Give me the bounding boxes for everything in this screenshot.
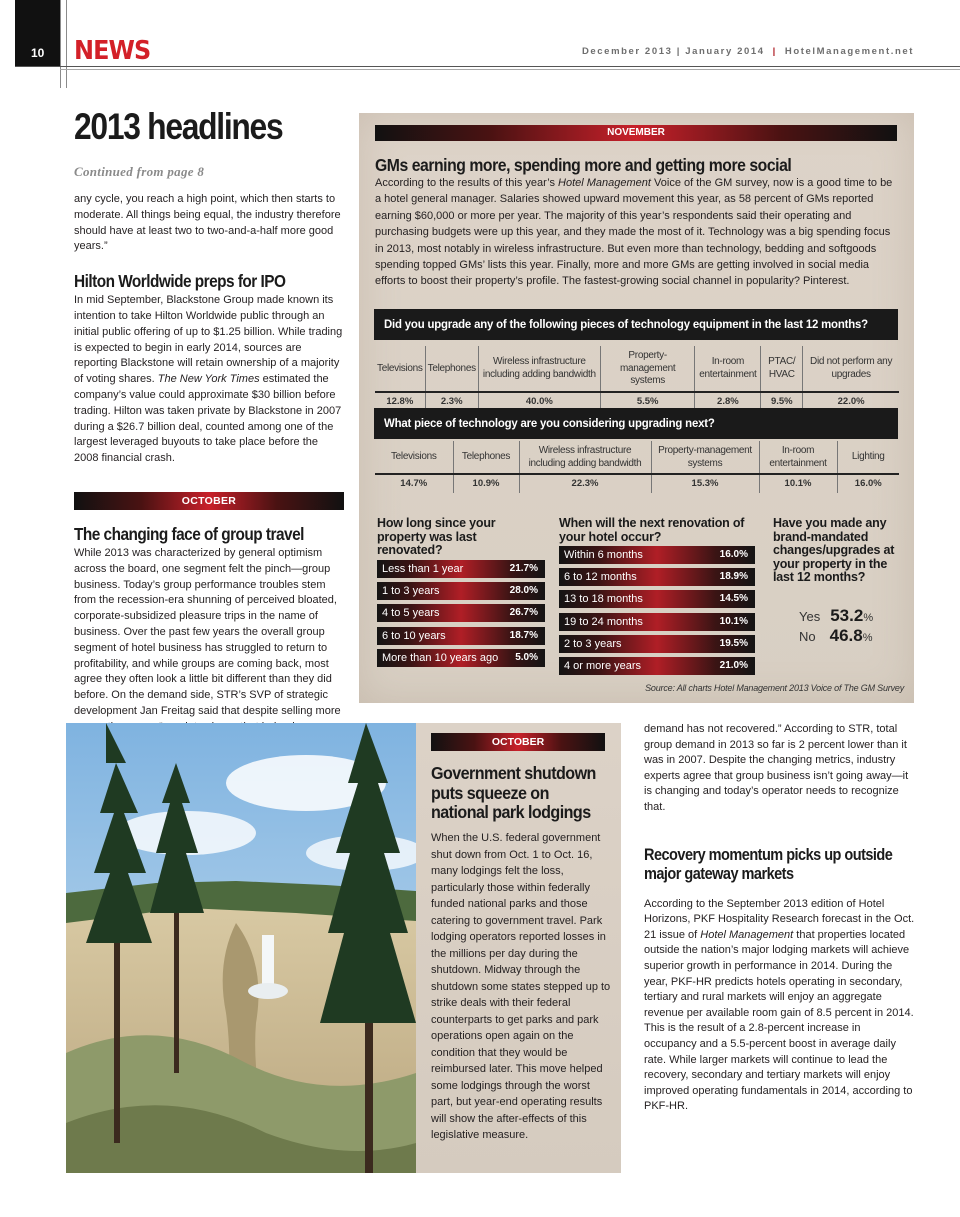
group-travel-continuation: demand has not recovered.” According to STR, total group demand in 2013 so far is 2 percent lower than it was in 2007. Despite the changing metrics, industry experts agree that group business isn’t going away—it is changing and today’s operator needs to recognize that. bbox=[644, 723, 909, 813]
bar-value: 28.0% bbox=[509, 585, 538, 597]
brand-mandated-question: Have you made any brand-mandated changes/upgrades at your property in the last 12 months? bbox=[773, 516, 895, 584]
table-header: Did not perform any upgrades bbox=[803, 346, 899, 392]
table-header: Wireless infrastructure including adding bandwidth bbox=[519, 441, 651, 474]
bar-row bbox=[559, 590, 755, 608]
table-cell: 14.7% bbox=[375, 474, 453, 493]
header-divider bbox=[66, 0, 67, 88]
yes-value: 53.2 bbox=[830, 606, 864, 625]
bar-row bbox=[559, 613, 755, 631]
recovery-body-part: that properties located outside the nation’s major lodging markets will achieve superior growth in performance in 2014. During the year, PKF-HR predicts hotels operating in secondary, tertiary and rural markets will enjoy an aggregate revenue per available room gain of 8.5 percent in 2014. This is the result of a 2.8-percent increase in occupancy and a 5.5-percent boost in average daily rate. While larger markets will continue to lead the recovery, secondary and tertiary markets will enjoy improved operating fundamentals in 2014, according to PKF-HR. bbox=[644, 928, 914, 1113]
table-cell: 2.3% bbox=[425, 392, 478, 411]
shutdown-panel bbox=[416, 723, 621, 1173]
left-column bbox=[74, 106, 344, 736]
upgrade-table bbox=[375, 346, 899, 411]
bar-row bbox=[377, 649, 545, 667]
header-rule bbox=[60, 69, 960, 70]
november-heading: GMs earning more, spending more and getting more social bbox=[375, 155, 792, 175]
percent-sign: % bbox=[863, 612, 874, 624]
recovery-heading: Recovery momentum picks up outside major gateway markets bbox=[644, 845, 893, 884]
page-number: 10 bbox=[15, 0, 60, 66]
bar-label: 6 to 12 months bbox=[564, 571, 637, 584]
hilton-body-part: In mid September, Blackstone Group made known its intention to take Hilton Worldwide public through an initial public offering of up to $1.25 billion. While trading is expected to begin in early 2014, sources are reporting Blackstone will retain ownership of a majority of voting shares. bbox=[74, 294, 343, 386]
percent-sign: % bbox=[862, 632, 873, 644]
table-header: PTAC/ HVAC bbox=[761, 346, 803, 392]
table-header: In-room entertainment bbox=[695, 346, 761, 392]
hilton-body-part: estimated the company’s value could approximate $30 billion before trading. Hilton was taken private by Blackstone in 2007 during a $26.7 billion deal, counted among one of the largest leveraged buyouts to take place before the 2008 financial crash. bbox=[74, 373, 342, 465]
yellowstone-photo bbox=[66, 723, 416, 1173]
section-label: NEWS bbox=[74, 36, 151, 66]
no-result bbox=[799, 626, 873, 646]
right-column bbox=[644, 722, 916, 1115]
bar-value: 18.7% bbox=[509, 629, 538, 641]
table-header: Televisions bbox=[377, 362, 423, 374]
question-bar bbox=[374, 309, 898, 340]
bar-label: 4 or more years bbox=[564, 659, 642, 672]
shutdown-heading: Government shutdown puts squeeze on national park lodgings bbox=[431, 763, 596, 822]
hilton-body bbox=[74, 293, 344, 467]
recovery-body-part: According to the September 2013 edition of Hotel Horizons, PKF Hospitality Research forecast in the Oct. 21 issue of bbox=[644, 897, 915, 941]
table-header: Televisions bbox=[390, 451, 437, 463]
table-cell: 12.8% bbox=[375, 392, 425, 411]
renovation-bars bbox=[377, 560, 545, 671]
bar-label: More than 10 years ago bbox=[382, 651, 499, 664]
bar-row bbox=[559, 657, 755, 675]
table-cell: 10.1% bbox=[759, 474, 837, 493]
table-cell: 10.9% bbox=[453, 474, 519, 493]
table-cell: 15.3% bbox=[651, 474, 759, 493]
bar-value: 10.1% bbox=[719, 615, 748, 627]
bar-row bbox=[377, 560, 545, 578]
next-renovation-question: When will the next renovation of your hotel occur? bbox=[559, 516, 745, 544]
yes-result bbox=[799, 606, 873, 626]
yes-label: Yes bbox=[799, 609, 821, 624]
bar-row bbox=[377, 604, 545, 622]
hilton-heading: Hilton Worldwide preps for IPO bbox=[74, 271, 286, 292]
bar-label: 2 to 3 years bbox=[564, 637, 622, 650]
question-bar bbox=[374, 408, 898, 439]
shutdown-body: When the U.S. federal government shut down from Oct. 1 to Oct. 16, many lodgings felt the loss, particularly those within federally funded national parks and those catering to government travel. Park lodging operators reported losses in the millions per day during the shutdown. Midway through the shutdown some states stepped up to strike deals with their federal counterparts to get parks and park operations open again on the condition that they would be reimbursed later. This move helped some lodgings through the worst part, but year-end operating results will show the after-effects of this legislative measure. bbox=[431, 832, 611, 1141]
table-cell: 5.5% bbox=[600, 392, 695, 411]
canyon-illustration bbox=[66, 723, 416, 1173]
next-upgrade-table bbox=[375, 441, 899, 493]
bar-label: 6 to 10 years bbox=[382, 629, 446, 642]
bar-label: Less than 1 year bbox=[382, 563, 464, 575]
table-header: Telephones bbox=[425, 346, 478, 392]
bar-row bbox=[377, 627, 545, 645]
bar-label: 4 to 5 years bbox=[382, 607, 440, 620]
table-cell: 22.3% bbox=[519, 474, 651, 493]
table-header: Wireless infrastructure including adding bandwidth bbox=[478, 346, 600, 392]
intro-paragraph: any cycle, you reach a high point, which then starts to moderate. All things being equal, the industry therefore should have at least two to two-and-a-half more good years.” bbox=[74, 193, 341, 253]
table-cell: 9.5% bbox=[761, 392, 803, 411]
question-title: What piece of technology are you considering upgrading next? bbox=[384, 416, 715, 430]
october-label: OCTOBER bbox=[431, 733, 605, 751]
continued-note: Continued from page 8 bbox=[74, 164, 205, 179]
table-header: In-room entertainment bbox=[759, 441, 837, 474]
group-travel-body: While 2013 was characterized by general optimism across the board, one segment felt the pinch—group business. Today’s group performance troubles stem from the recession-era shunning of perceived bloated, corporate-subsidized pleasure trips in the name of business. Over the past few years the overall group segment of hotel business has struggled to return to profitability, and while groups are coming back, most agree they often look a little bit different than they did before. On the demand side, STR’s SVP of strategic development Jan Freitag said that despite selling more bbox=[74, 546, 341, 717]
page-title: 2013 headlines bbox=[74, 106, 283, 147]
bar-row bbox=[559, 635, 755, 653]
issue-line: December 2013 | January 2014 | HotelManagement.net bbox=[581, 46, 914, 57]
source-note: Source: All charts Hotel Management 2013 Voice of The GM Survey bbox=[645, 683, 904, 693]
table-header: Telephones bbox=[453, 441, 519, 474]
november-body-part: According to the results of this year’s bbox=[375, 177, 555, 189]
bar-row bbox=[559, 546, 755, 564]
recovery-body bbox=[644, 897, 916, 1115]
bar-value: 21.0% bbox=[719, 659, 748, 671]
no-label: No bbox=[799, 629, 816, 644]
november-body-part: Voice of the GM survey, now is a good time to be a hotel general manager. Salaries showed upward movement this year, as 58 percent of GMs reported earning $60,000 or more per year. The majority of this year’s respondents said their operating and purchasing budgets were up this year, and they made the most of it. Technology was a big spending focus in 2013, most notably in wireless infrastructure. But even more than technology, bedding and softgoods spending topped GMs’ lists this year. Finally, more and more GMs are getting involved in social media efforts to boost their property’s profile. The fastest-growing social channel in popularity? Pinterest. bbox=[375, 177, 893, 288]
bar-label: 1 to 3 years bbox=[382, 585, 440, 598]
bar-value: 14.5% bbox=[719, 593, 748, 605]
november-label: NOVEMBER bbox=[375, 125, 897, 141]
table-header: Property-management systems bbox=[651, 441, 759, 474]
next-renovation-bars bbox=[559, 546, 755, 679]
question-title: Did you upgrade any of the following pieces of technology equipment in the last 12 months? bbox=[384, 317, 868, 331]
table-cell: 16.0% bbox=[837, 474, 899, 493]
november-body bbox=[375, 175, 901, 290]
table-cell: 2.8% bbox=[695, 392, 761, 411]
bar-label: Within 6 months bbox=[564, 549, 643, 561]
header-divider bbox=[60, 0, 61, 88]
table-cell: 40.0% bbox=[478, 392, 600, 411]
header-rule bbox=[15, 66, 960, 67]
no-value: 46.8 bbox=[829, 626, 863, 645]
bar-value: 21.7% bbox=[509, 563, 538, 574]
bar-row bbox=[559, 568, 755, 586]
site-name: HotelManagement.net bbox=[784, 46, 914, 57]
table-header: Lighting bbox=[837, 441, 899, 474]
hilton-body-emphasis: The New York Times bbox=[157, 373, 260, 386]
issue-date: December 2013 | January 2014 bbox=[581, 46, 765, 57]
november-body-emphasis: Hotel Management bbox=[558, 177, 651, 189]
bar-label: 13 to 18 months bbox=[564, 593, 643, 606]
recovery-body-emphasis: Hotel Management bbox=[700, 928, 794, 941]
table-header: Property-management systems bbox=[600, 346, 695, 392]
october-label: OCTOBER bbox=[74, 492, 344, 510]
bar-value: 18.9% bbox=[719, 571, 748, 583]
bar-value: 26.7% bbox=[509, 607, 538, 619]
bar-value: 19.5% bbox=[719, 637, 748, 649]
bar-label: 19 to 24 months bbox=[564, 615, 643, 628]
bar-value: 5.0% bbox=[515, 651, 538, 663]
group-travel-heading: The changing face of group travel bbox=[74, 523, 304, 544]
renovation-question: How long since your property was last renovated? bbox=[377, 516, 496, 557]
survey-panel bbox=[359, 113, 914, 703]
table-cell: 22.0% bbox=[803, 392, 899, 411]
bar-row bbox=[377, 582, 545, 600]
bar-value: 16.0% bbox=[719, 549, 748, 560]
